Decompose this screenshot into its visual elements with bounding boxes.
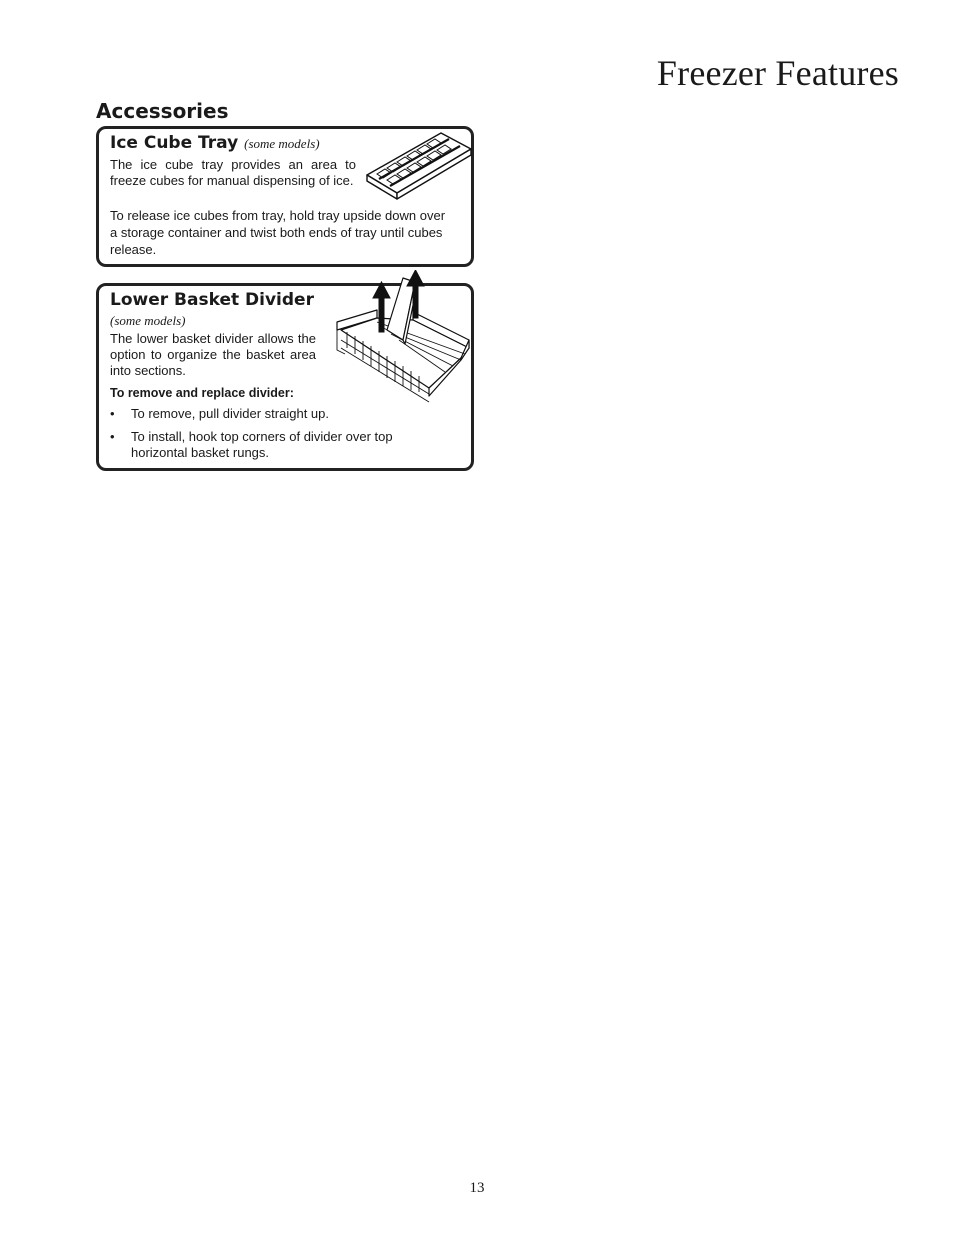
bullet-icon: • bbox=[110, 406, 115, 421]
divider-instructions-heading: To remove and replace divider: bbox=[110, 386, 294, 400]
divider-instructions-list bbox=[110, 406, 450, 461]
ice-cube-tray-illustration bbox=[363, 129, 473, 201]
list-item bbox=[110, 429, 450, 461]
lower-basket-divider-models-note: (some models) bbox=[110, 313, 186, 328]
lower-basket-divider-panel bbox=[96, 283, 474, 471]
section-heading-accessories: Accessories bbox=[96, 99, 229, 123]
lower-basket-divider-description: The lower basket divider allows the option to organize the basket area into sections. bbox=[110, 331, 316, 378]
page-number: 13 bbox=[469, 1180, 485, 1196]
divider-install-step: To install, hook top corners of divider over top horizontal basket rungs. bbox=[131, 429, 393, 460]
page-title: Freezer Features bbox=[656, 53, 899, 93]
ice-cube-tray-title-text: Ice Cube Tray bbox=[110, 133, 239, 153]
ice-cube-tray-release-instructions: To release ice cubes from tray, hold tray upside down over a storage container and twist both ends of tray until cubes release. bbox=[110, 208, 446, 257]
ice-cube-tray-panel bbox=[96, 126, 474, 267]
bullet-icon: • bbox=[110, 429, 115, 444]
ice-cube-tray-title bbox=[110, 133, 320, 153]
divider-remove-step: To remove, pull divider straight up. bbox=[131, 406, 329, 421]
basket-divider-illustration bbox=[333, 270, 473, 410]
lower-basket-divider-title: Lower Basket Divider bbox=[110, 290, 314, 310]
ice-cube-tray-models-note: (some models) bbox=[244, 136, 320, 151]
ice-cube-tray-description: The ice cube tray provides an area to freeze cubes for manual dispensing of ice. bbox=[110, 157, 356, 188]
